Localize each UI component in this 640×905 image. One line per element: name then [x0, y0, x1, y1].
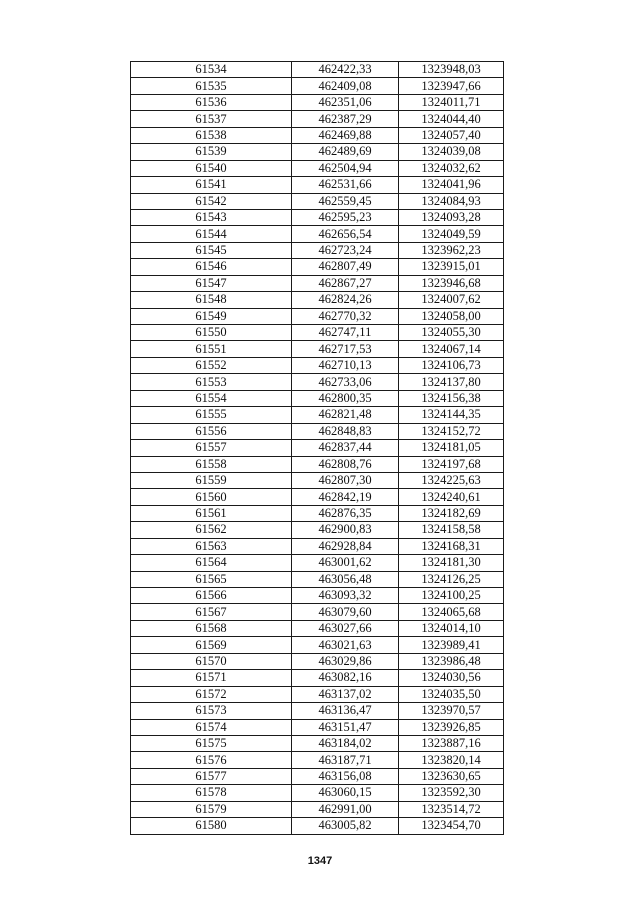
x-coordinate-cell: 463187,71	[292, 752, 399, 768]
point-id-cell: 61564	[131, 555, 292, 571]
table-row	[131, 801, 504, 817]
table-row	[131, 275, 504, 291]
y-coordinate-cell: 1324044,40	[399, 111, 504, 127]
y-coordinate-cell: 1323514,72	[399, 801, 504, 817]
table-row	[131, 259, 504, 275]
y-coordinate-cell: 1323820,14	[399, 752, 504, 768]
table-row	[131, 555, 504, 571]
table-row	[131, 522, 504, 538]
x-coordinate-cell: 462928,84	[292, 538, 399, 554]
x-coordinate-cell: 463093,32	[292, 588, 399, 604]
x-coordinate-cell: 463151,47	[292, 719, 399, 735]
x-coordinate-cell: 462848,83	[292, 423, 399, 439]
point-id-cell: 61545	[131, 242, 292, 258]
table-row	[131, 768, 504, 784]
x-coordinate-cell: 462559,45	[292, 193, 399, 209]
point-id-cell: 61578	[131, 785, 292, 801]
y-coordinate-cell: 1324007,62	[399, 292, 504, 308]
point-id-cell: 61579	[131, 801, 292, 817]
table-row	[131, 242, 504, 258]
x-coordinate-cell: 462504,94	[292, 160, 399, 176]
table-row	[131, 292, 504, 308]
y-coordinate-cell: 1324126,25	[399, 571, 504, 587]
point-id-cell: 61535	[131, 78, 292, 94]
coordinates-table-body	[131, 62, 504, 835]
x-coordinate-cell: 462821,48	[292, 407, 399, 423]
point-id-cell: 61580	[131, 818, 292, 834]
table-row	[131, 144, 504, 160]
x-coordinate-cell: 462351,06	[292, 94, 399, 110]
point-id-cell: 61554	[131, 390, 292, 406]
table-row	[131, 686, 504, 702]
y-coordinate-cell: 1324084,93	[399, 193, 504, 209]
point-id-cell: 61560	[131, 489, 292, 505]
point-id-cell: 61544	[131, 226, 292, 242]
x-coordinate-cell: 462837,44	[292, 440, 399, 456]
y-coordinate-cell: 1324168,31	[399, 538, 504, 554]
coordinates-table	[130, 61, 504, 835]
y-coordinate-cell: 1324152,72	[399, 423, 504, 439]
point-id-cell: 61546	[131, 259, 292, 275]
x-coordinate-cell: 462807,49	[292, 259, 399, 275]
y-coordinate-cell: 1324057,40	[399, 127, 504, 143]
point-id-cell: 61540	[131, 160, 292, 176]
point-id-cell: 61536	[131, 94, 292, 110]
x-coordinate-cell: 462800,35	[292, 390, 399, 406]
point-id-cell: 61534	[131, 62, 292, 78]
x-coordinate-cell: 462733,06	[292, 374, 399, 390]
y-coordinate-cell: 1324067,14	[399, 341, 504, 357]
table-row	[131, 735, 504, 751]
table-row	[131, 818, 504, 834]
y-coordinate-cell: 1324144,35	[399, 407, 504, 423]
x-coordinate-cell: 462867,27	[292, 275, 399, 291]
table-row	[131, 440, 504, 456]
x-coordinate-cell: 462808,76	[292, 456, 399, 472]
y-coordinate-cell: 1324100,25	[399, 588, 504, 604]
x-coordinate-cell: 463184,02	[292, 735, 399, 751]
x-coordinate-cell: 462991,00	[292, 801, 399, 817]
x-coordinate-cell: 462900,83	[292, 522, 399, 538]
y-coordinate-cell: 1323948,03	[399, 62, 504, 78]
y-coordinate-cell: 1324030,56	[399, 670, 504, 686]
table-row	[131, 341, 504, 357]
table-row	[131, 505, 504, 521]
point-id-cell: 61548	[131, 292, 292, 308]
point-id-cell: 61568	[131, 620, 292, 636]
x-coordinate-cell: 462469,88	[292, 127, 399, 143]
point-id-cell: 61575	[131, 735, 292, 751]
table-row	[131, 357, 504, 373]
y-coordinate-cell: 1323986,48	[399, 653, 504, 669]
y-coordinate-cell: 1324137,80	[399, 374, 504, 390]
table-row	[131, 94, 504, 110]
x-coordinate-cell: 462842,19	[292, 489, 399, 505]
table-row	[131, 752, 504, 768]
x-coordinate-cell: 463137,02	[292, 686, 399, 702]
y-coordinate-cell: 1324181,05	[399, 440, 504, 456]
point-id-cell: 61549	[131, 308, 292, 324]
x-coordinate-cell: 463027,66	[292, 620, 399, 636]
x-coordinate-cell: 462717,53	[292, 341, 399, 357]
y-coordinate-cell: 1324225,63	[399, 472, 504, 488]
y-coordinate-cell: 1324041,96	[399, 177, 504, 193]
table-row	[131, 588, 504, 604]
table-row	[131, 209, 504, 225]
x-coordinate-cell: 463060,15	[292, 785, 399, 801]
table-row	[131, 456, 504, 472]
point-id-cell: 61547	[131, 275, 292, 291]
y-coordinate-cell: 1324049,59	[399, 226, 504, 242]
point-id-cell: 61541	[131, 177, 292, 193]
table-row	[131, 127, 504, 143]
point-id-cell: 61539	[131, 144, 292, 160]
table-row	[131, 226, 504, 242]
x-coordinate-cell: 462387,29	[292, 111, 399, 127]
table-row	[131, 489, 504, 505]
y-coordinate-cell: 1324093,28	[399, 209, 504, 225]
table-row	[131, 637, 504, 653]
y-coordinate-cell: 1323989,41	[399, 637, 504, 653]
x-coordinate-cell: 462656,54	[292, 226, 399, 242]
y-coordinate-cell: 1324035,50	[399, 686, 504, 702]
x-coordinate-cell: 462422,33	[292, 62, 399, 78]
table-row	[131, 653, 504, 669]
table-row	[131, 177, 504, 193]
table-row	[131, 703, 504, 719]
table-row	[131, 785, 504, 801]
x-coordinate-cell: 463079,60	[292, 604, 399, 620]
y-coordinate-cell: 1323454,70	[399, 818, 504, 834]
x-coordinate-cell: 463029,86	[292, 653, 399, 669]
x-coordinate-cell: 462807,30	[292, 472, 399, 488]
x-coordinate-cell: 462747,11	[292, 325, 399, 341]
y-coordinate-cell: 1324058,00	[399, 308, 504, 324]
x-coordinate-cell: 463156,08	[292, 768, 399, 784]
point-id-cell: 61538	[131, 127, 292, 143]
y-coordinate-cell: 1324156,38	[399, 390, 504, 406]
point-id-cell: 61571	[131, 670, 292, 686]
table-row	[131, 407, 504, 423]
y-coordinate-cell: 1324106,73	[399, 357, 504, 373]
x-coordinate-cell: 462409,08	[292, 78, 399, 94]
point-id-cell: 61551	[131, 341, 292, 357]
table-row	[131, 670, 504, 686]
y-coordinate-cell: 1323592,30	[399, 785, 504, 801]
x-coordinate-cell: 462531,66	[292, 177, 399, 193]
x-coordinate-cell: 462723,24	[292, 242, 399, 258]
point-id-cell: 61565	[131, 571, 292, 587]
table-row	[131, 620, 504, 636]
x-coordinate-cell: 462595,23	[292, 209, 399, 225]
table-row	[131, 193, 504, 209]
point-id-cell: 61570	[131, 653, 292, 669]
table-row	[131, 62, 504, 78]
table-row	[131, 472, 504, 488]
point-id-cell: 61573	[131, 703, 292, 719]
point-id-cell: 61563	[131, 538, 292, 554]
x-coordinate-cell: 463005,82	[292, 818, 399, 834]
table-row	[131, 111, 504, 127]
table-row	[131, 374, 504, 390]
page-number: 1347	[307, 855, 333, 867]
x-coordinate-cell: 463021,63	[292, 637, 399, 653]
y-coordinate-cell: 1324197,68	[399, 456, 504, 472]
point-id-cell: 61574	[131, 719, 292, 735]
point-id-cell: 61569	[131, 637, 292, 653]
y-coordinate-cell: 1324039,08	[399, 144, 504, 160]
y-coordinate-cell: 1324032,62	[399, 160, 504, 176]
y-coordinate-cell: 1324065,68	[399, 604, 504, 620]
y-coordinate-cell: 1324181,30	[399, 555, 504, 571]
point-id-cell: 61556	[131, 423, 292, 439]
y-coordinate-cell: 1324182,69	[399, 505, 504, 521]
table-row	[131, 604, 504, 620]
table-row	[131, 538, 504, 554]
point-id-cell: 61543	[131, 209, 292, 225]
point-id-cell: 61555	[131, 407, 292, 423]
y-coordinate-cell: 1324240,61	[399, 489, 504, 505]
y-coordinate-cell: 1324158,58	[399, 522, 504, 538]
table-row	[131, 308, 504, 324]
y-coordinate-cell: 1323915,01	[399, 259, 504, 275]
point-id-cell: 61572	[131, 686, 292, 702]
point-id-cell: 61566	[131, 588, 292, 604]
x-coordinate-cell: 463082,16	[292, 670, 399, 686]
y-coordinate-cell: 1323970,57	[399, 703, 504, 719]
table-row	[131, 78, 504, 94]
x-coordinate-cell: 462824,26	[292, 292, 399, 308]
point-id-cell: 61552	[131, 357, 292, 373]
point-id-cell: 61550	[131, 325, 292, 341]
y-coordinate-cell: 1323887,16	[399, 735, 504, 751]
y-coordinate-cell: 1323926,85	[399, 719, 504, 735]
y-coordinate-cell: 1323630,65	[399, 768, 504, 784]
table-row	[131, 160, 504, 176]
point-id-cell: 61576	[131, 752, 292, 768]
table-row	[131, 571, 504, 587]
x-coordinate-cell: 463056,48	[292, 571, 399, 587]
y-coordinate-cell: 1323947,66	[399, 78, 504, 94]
table-row	[131, 390, 504, 406]
x-coordinate-cell: 462770,32	[292, 308, 399, 324]
table-row	[131, 325, 504, 341]
point-id-cell: 61542	[131, 193, 292, 209]
point-id-cell: 61558	[131, 456, 292, 472]
point-id-cell: 61537	[131, 111, 292, 127]
y-coordinate-cell: 1323962,23	[399, 242, 504, 258]
table-row	[131, 423, 504, 439]
y-coordinate-cell: 1324011,71	[399, 94, 504, 110]
point-id-cell: 61559	[131, 472, 292, 488]
x-coordinate-cell: 462710,13	[292, 357, 399, 373]
y-coordinate-cell: 1323946,68	[399, 275, 504, 291]
x-coordinate-cell: 462489,69	[292, 144, 399, 160]
x-coordinate-cell: 462876,35	[292, 505, 399, 521]
y-coordinate-cell: 1324055,30	[399, 325, 504, 341]
point-id-cell: 61567	[131, 604, 292, 620]
point-id-cell: 61561	[131, 505, 292, 521]
point-id-cell: 61553	[131, 374, 292, 390]
table-row	[131, 719, 504, 735]
x-coordinate-cell: 463136,47	[292, 703, 399, 719]
y-coordinate-cell: 1324014,10	[399, 620, 504, 636]
point-id-cell: 61562	[131, 522, 292, 538]
x-coordinate-cell: 463001,62	[292, 555, 399, 571]
point-id-cell: 61557	[131, 440, 292, 456]
point-id-cell: 61577	[131, 768, 292, 784]
